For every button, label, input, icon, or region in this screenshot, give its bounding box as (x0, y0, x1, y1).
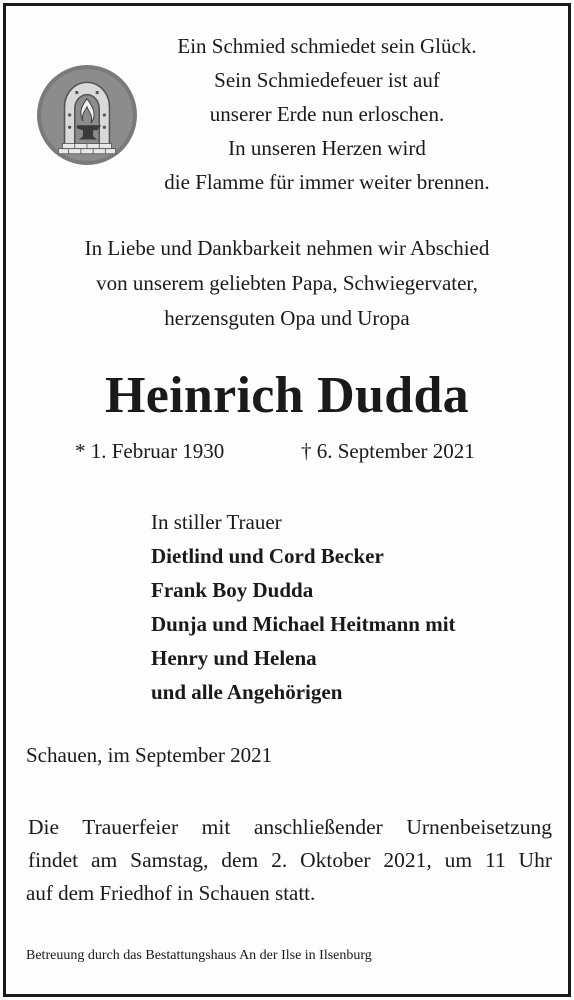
poem-line: unserer Erde nun erloschen. (209, 102, 445, 126)
mourning-intro: In stiller Trauer (151, 510, 282, 534)
obituary-notice (3, 3, 571, 997)
mourner-line: und alle Angehörigen (151, 680, 343, 704)
poem-line: die Flamme für immer weiter brennen. (164, 170, 490, 194)
deceased-name: Heinrich Dudda (105, 367, 469, 424)
place-date: Schauen, im September 2021 (26, 743, 273, 767)
death-date: † 6. September 2021 (301, 439, 475, 463)
farewell-line: In Liebe und Dankbarkeit nehmen wir Abschied (84, 236, 490, 260)
poem-line: Ein Schmied schmiedet sein Glück. (177, 34, 477, 58)
farewell-line: herzensguten Opa und Uropa (164, 306, 410, 330)
poem-line: Sein Schmiedefeuer ist auf (214, 68, 440, 92)
mourner-line: Dietlind und Cord Becker (151, 544, 384, 568)
mourner-line: Frank Boy Dudda (151, 578, 314, 602)
mourner-line: Henry und Helena (151, 646, 317, 670)
birth-date: * 1. Februar 1930 (75, 439, 225, 463)
ceremony-line: auf dem Friedhof in Schauen statt. (26, 881, 316, 905)
farewell-line: von unserem geliebten Papa, Schwiegervater, (96, 271, 478, 295)
mourner-line: Dunja und Michael Heitmann mit (151, 612, 456, 636)
ceremony-line: findet am Samstag, dem 2. Oktober 2021, um 11 Uhr (28, 848, 552, 872)
ceremony-line: Die Trauerfeier mit anschließender Urnenbeisetzung (28, 815, 552, 839)
funeral-home-credit: Betreuung durch das Bestattungshaus An der Ilse in Ilsenburg (26, 948, 372, 963)
poem-line: In unseren Herzen wird (228, 136, 426, 160)
